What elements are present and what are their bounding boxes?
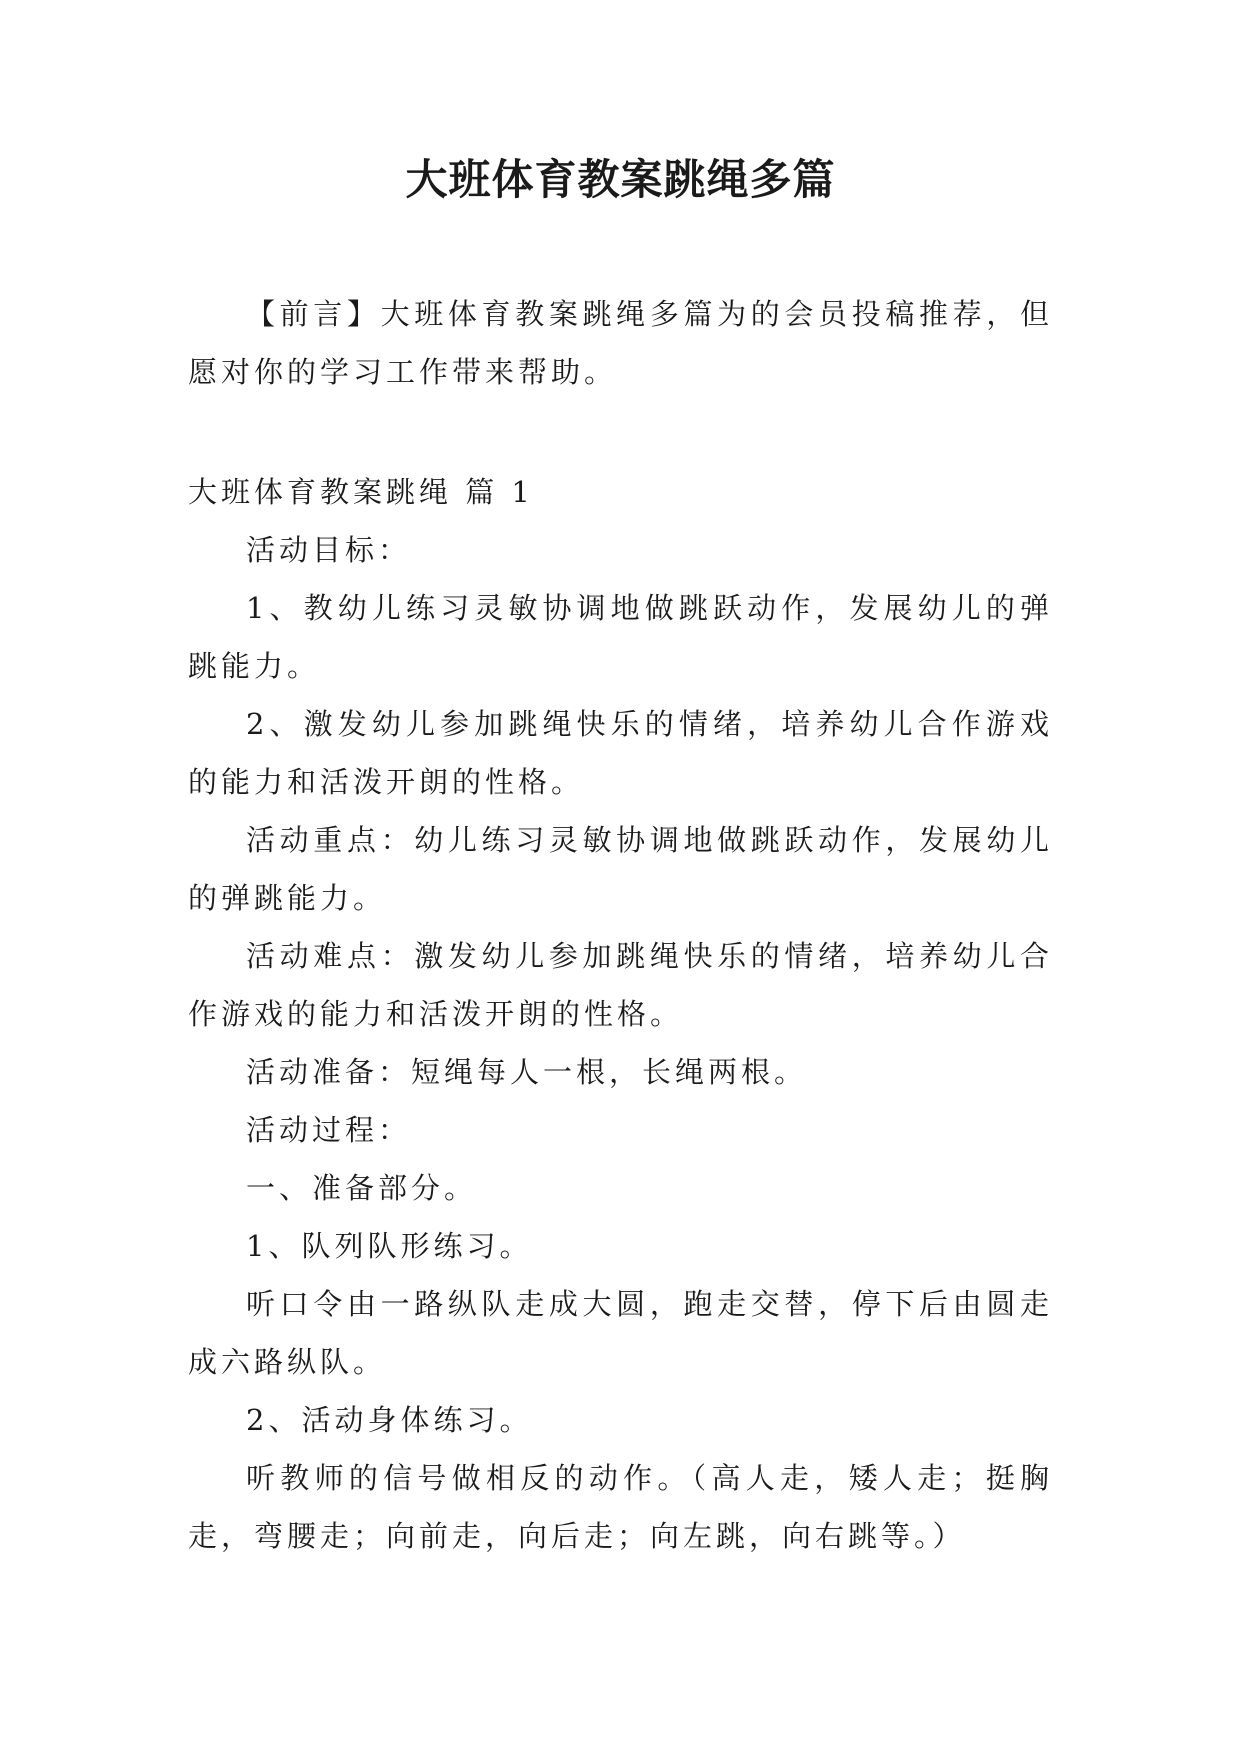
activity-process-heading: 活动过程： [246, 1113, 412, 1147]
document-title: 大班体育教案跳绳多篇 [405, 155, 836, 204]
preparation-part-heading: 一、准备部分。 [246, 1171, 478, 1205]
activity-focus: 活动重点：幼儿练习灵敏协调地做跳跃动作，发展幼儿的弹跳能力。 [188, 823, 1053, 915]
preface-paragraph: 【前言】大班体育教案跳绳多篇为的会员投稿推荐，但愿对你的学习工作带来帮助。 [188, 297, 1053, 389]
formation-practice-text: 听口令由一路纵队走成大圆，跑走交替，停下后由圆走成六路纵队。 [188, 1287, 1053, 1379]
section-heading: 大班体育教案跳绳 篇 1 [188, 475, 534, 509]
body-exercise-text: 听教师的信号做相反的动作。（高人走，矮人走；挺胸走，弯腰走；向前走，向后走；向左跳，向右跳等。） [188, 1461, 1053, 1553]
activity-difficulty: 活动难点：激发幼儿参加跳绳快乐的情绪，培养幼儿合作游戏的能力和活泼开朗的性格。 [188, 939, 1053, 1031]
goal-item-2: 2、激发幼儿参加跳绳快乐的情绪，培养幼儿合作游戏的能力和活泼开朗的性格。 [188, 707, 1053, 799]
activity-preparation: 活动准备：短绳每人一根，长绳两根。 [246, 1055, 808, 1089]
activity-goal-heading: 活动目标： [246, 533, 412, 567]
document-body [188, 463, 1053, 1565]
goal-item-1: 1、教幼儿练习灵敏协调地做跳跃动作，发展幼儿的弹跳能力。 [188, 591, 1053, 683]
formation-practice-heading: 1、队列队形练习。 [246, 1229, 533, 1263]
body-exercise-heading: 2、活动身体练习。 [246, 1403, 533, 1437]
